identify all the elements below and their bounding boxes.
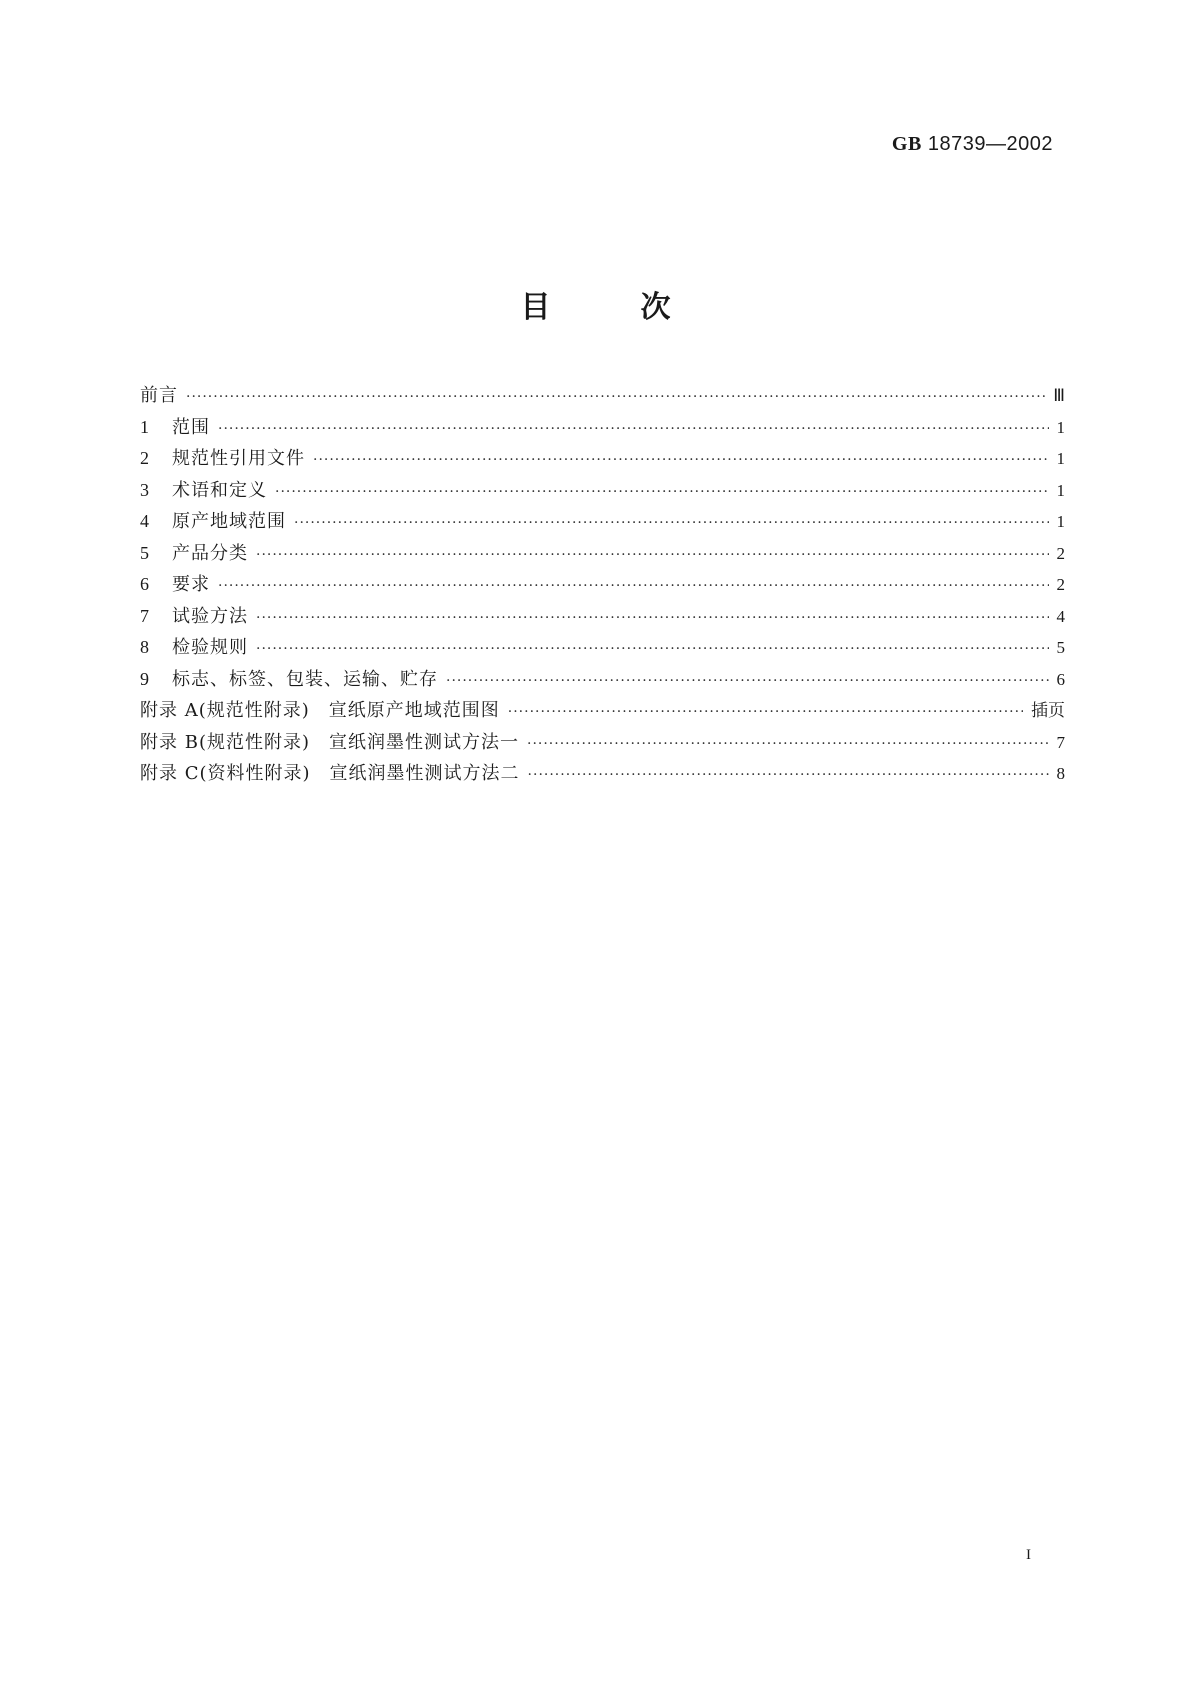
toc-leader-dots [528, 760, 1049, 792]
toc-entry-page: 5 [1056, 638, 1065, 657]
toc-entry-4[interactable] [140, 506, 1065, 538]
toc-leader-dots [256, 634, 1049, 666]
toc-entry-number: 8 [140, 637, 149, 657]
toc-entry-page: 6 [1056, 669, 1065, 689]
standard-prefix: GB [891, 133, 922, 155]
toc-entry-page: 2 [1056, 543, 1065, 563]
toc-entry-number: 6 [140, 574, 149, 594]
toc-entry-7[interactable] [140, 601, 1065, 633]
toc-entry-3[interactable] [140, 475, 1065, 507]
toc-entry-appendix-b[interactable] [140, 727, 1065, 759]
toc-leader-dots [313, 445, 1049, 477]
toc-title: 目次 [520, 290, 761, 325]
toc-entry-page: 1 [1056, 417, 1065, 437]
toc-entry-label: 要求 [172, 574, 210, 595]
toc-entry-label: 前言 [140, 385, 178, 406]
toc-entry-1[interactable] [140, 412, 1065, 444]
toc-entry-label: 术语和定义 [172, 479, 267, 501]
toc-leader-dots [527, 729, 1049, 761]
toc-entry-label: 附录 A(规范性附录) 宣纸原产地域范围图 [140, 700, 500, 721]
toc-leader-dots [256, 603, 1049, 635]
toc-entry-label: 规范性引用文件 [172, 448, 305, 469]
toc-entry-number: 5 [140, 542, 149, 563]
toc-leader-dots [508, 697, 1023, 729]
toc-entry-page: Ⅲ [1053, 386, 1065, 405]
toc-entry-page: 4 [1056, 606, 1065, 626]
toc-leader-dots [186, 382, 1045, 414]
toc-leader-dots [275, 477, 1049, 509]
toc-entry-label: 标志、标签、包装、运输、贮存 [172, 668, 438, 690]
table-of-contents [140, 380, 1065, 790]
toc-entry-number: 9 [140, 668, 149, 689]
standard-code [892, 133, 1053, 156]
toc-entry-6[interactable] [140, 569, 1065, 601]
toc-entry-appendix-a[interactable] [140, 695, 1065, 727]
toc-leader-dots [218, 571, 1049, 603]
toc-entry-2[interactable] [140, 443, 1065, 475]
toc-entry-number: 4 [140, 511, 149, 531]
toc-entry-label: 附录 B(规范性附录) 宣纸润墨性测试方法一 [140, 731, 519, 753]
toc-entry-page: 1 [1056, 480, 1065, 500]
toc-leader-dots [446, 666, 1049, 698]
toc-entry-foreword[interactable] [140, 380, 1065, 412]
toc-entry-label: 原产地域范围 [172, 511, 286, 532]
toc-entry-number: 3 [140, 479, 149, 500]
toc-entry-label: 试验方法 [172, 605, 248, 627]
toc-entry-page: 插页 [1031, 701, 1065, 720]
toc-leader-dots [256, 540, 1049, 572]
toc-entry-appendix-c[interactable] [140, 758, 1065, 790]
toc-entry-5[interactable] [140, 538, 1065, 570]
toc-entry-8[interactable] [140, 632, 1065, 664]
toc-entry-page: 2 [1056, 575, 1065, 594]
toc-entry-number: 1 [140, 416, 149, 437]
toc-entry-page: 1 [1056, 449, 1065, 468]
toc-entry-label: 附录 C(资料性附录) 宣纸润墨性测试方法二 [140, 763, 520, 784]
toc-leader-dots [294, 508, 1049, 540]
toc-entry-number: 7 [140, 605, 149, 626]
toc-entry-page: 7 [1056, 732, 1065, 752]
standard-number: 18739—2002 [921, 133, 1053, 155]
toc-entry-number: 2 [140, 448, 149, 468]
toc-entry-page: 1 [1056, 512, 1065, 531]
page-number: I [1026, 1547, 1031, 1563]
toc-entry-page: 8 [1056, 764, 1065, 783]
toc-entry-label: 范围 [172, 416, 210, 438]
toc-leader-dots [218, 414, 1049, 446]
toc-entry-9[interactable] [140, 664, 1065, 696]
toc-entry-label: 检验规则 [172, 637, 248, 658]
toc-entry-label: 产品分类 [172, 542, 248, 564]
